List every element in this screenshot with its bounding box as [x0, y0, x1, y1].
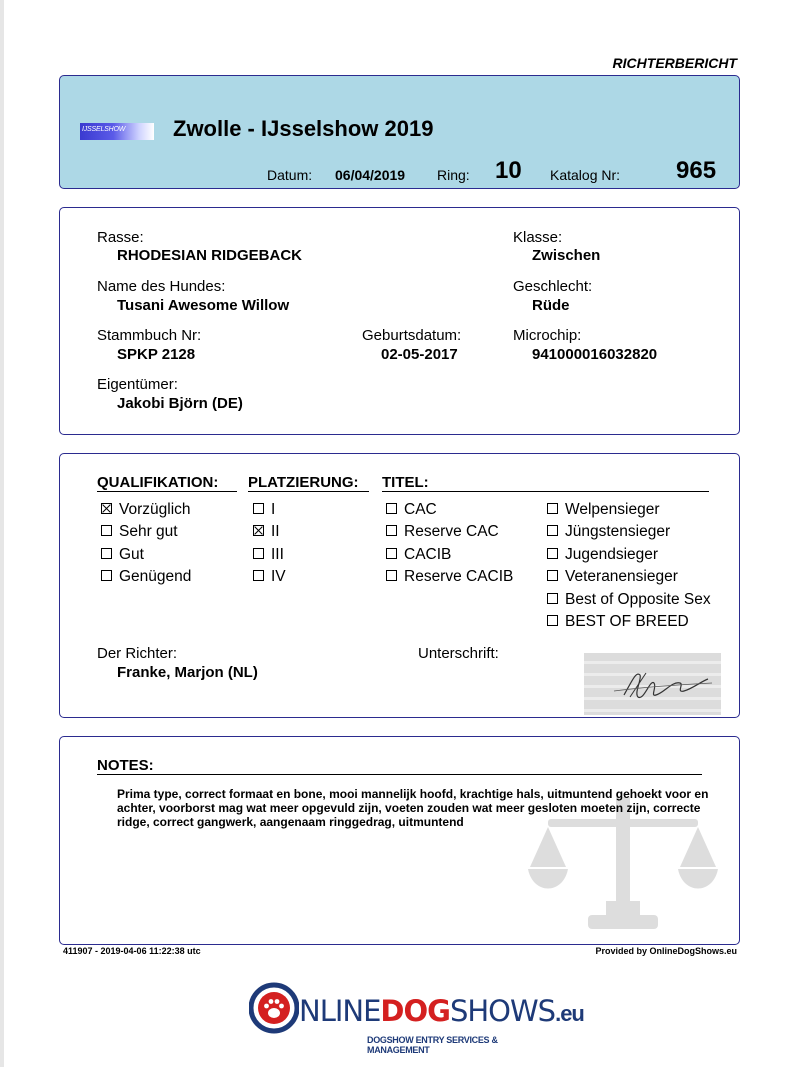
notes-section	[59, 736, 740, 945]
brand-word-2: DOG	[380, 994, 450, 1028]
brand-logo	[249, 978, 584, 1055]
footer-provider: Provided by OnlineDogShows.eu	[595, 946, 737, 956]
notes-text: Prima type, correct formaat en bone, mooi mannelijk hoofd, krachtige hals, uitmuntend gehoekt voor en achter, voorborst mag wat meer opgevuld zijn, voeten zouden wat meer gesloten moeten zijn, correcte ridge, correct gangwerk, aangenaam ringgedrag, uitmuntend	[117, 787, 709, 829]
ring-label: Ring:	[437, 167, 470, 183]
checkbox-icon	[547, 570, 558, 581]
show-header	[59, 75, 740, 189]
title-option[interactable]: BEST OF BREED	[547, 613, 689, 631]
title-header: TITEL:	[382, 474, 429, 491]
checkbox-icon	[253, 548, 264, 559]
qualification-option[interactable]: Sehr gut	[101, 523, 178, 541]
checkbox-icon	[547, 593, 558, 604]
title-option[interactable]: Reserve CACIB	[386, 568, 513, 586]
footer-timestamp: 411907 - 2019-04-06 11:22:38 utc	[63, 946, 201, 956]
placement-option[interactable]: I	[253, 501, 275, 519]
title-option[interactable]: Best of Opposite Sex	[547, 591, 711, 609]
qualification-option[interactable]: Vorzüglich	[101, 501, 191, 519]
title-option[interactable]: CACIB	[386, 546, 451, 564]
checkbox-icon	[547, 615, 558, 626]
birth-date-label: Geburtsdatum:	[362, 327, 462, 344]
placement-option[interactable]: IV	[253, 568, 286, 586]
qualification-option[interactable]: Genügend	[101, 568, 191, 586]
owner-label: Eigentümer:	[97, 376, 178, 393]
judge-label: Der Richter:	[97, 645, 178, 662]
notes-header: NOTES:	[97, 757, 154, 774]
notes-rule	[97, 774, 702, 775]
class-value: Zwischen	[532, 247, 601, 264]
checkbox-icon	[253, 570, 264, 581]
qualification-option[interactable]: Gut	[101, 546, 144, 564]
checkbox-icon	[547, 548, 558, 559]
breed-value: RHODESIAN RIDGEBACK	[117, 247, 303, 264]
studbook-label: Stammbuch Nr:	[97, 327, 202, 344]
dog-name-label: Name des Hundes:	[97, 278, 226, 295]
date-label: Datum:	[267, 167, 313, 183]
catalog-label: Katalog Nr:	[550, 167, 621, 183]
document-type: RICHTERBERICHT	[612, 55, 737, 71]
brand-tld: .eu	[555, 1001, 584, 1026]
title-rule	[382, 491, 709, 492]
placement-rule	[248, 491, 369, 492]
checkbox-icon	[547, 503, 558, 514]
title-option[interactable]: Reserve CAC	[386, 523, 499, 541]
catalog-number: 965	[676, 157, 717, 184]
class-label: Klasse:	[513, 229, 563, 246]
checkbox-icon	[101, 570, 112, 581]
dog-name-value: Tusani Awesome Willow	[117, 297, 290, 314]
brand-tagline: DOGSHOW ENTRY SERVICES & MANAGEMENT	[367, 1035, 498, 1055]
judge-value: Franke, Marjon (NL)	[117, 664, 258, 681]
brand-wordmark	[299, 994, 584, 1029]
placement-option[interactable]: II	[253, 523, 280, 541]
microchip-label: Microchip:	[513, 327, 582, 344]
show-title: Zwolle - IJsselshow 2019	[173, 116, 434, 141]
signature-image	[584, 653, 721, 715]
signature-scribble-icon	[584, 653, 721, 715]
checkbox-icon	[386, 548, 397, 559]
owner-value: Jakobi Björn (DE)	[117, 395, 243, 412]
qualification-rule	[97, 491, 237, 492]
dog-info	[59, 207, 740, 435]
brand-word-1: NLINE	[299, 994, 381, 1028]
ring-number: 10	[495, 157, 522, 184]
show-logo-text: IJSSELSHOW	[82, 126, 126, 133]
microchip-value: 941000016032820	[532, 346, 658, 363]
checkbox-icon	[101, 548, 112, 559]
checkbox-icon	[386, 570, 397, 581]
checkbox-icon	[386, 503, 397, 514]
title-option[interactable]: Welpensieger	[547, 501, 660, 519]
checkbox-icon	[101, 525, 112, 536]
sex-label: Geschlecht:	[513, 278, 593, 295]
results-section	[59, 453, 740, 718]
title-option[interactable]: Jüngstensieger	[547, 523, 670, 541]
show-logo	[80, 123, 154, 140]
checkbox-checked-icon	[253, 525, 264, 536]
show-date: 06/04/2019	[335, 167, 406, 183]
studbook-value: SPKP 2128	[117, 346, 196, 363]
checkbox-icon	[253, 503, 264, 514]
birth-date-value: 02-05-2017	[381, 346, 458, 363]
sex-value: Rüde	[532, 297, 570, 314]
placement-option[interactable]: III	[253, 546, 284, 564]
brand-word-3: SHOWS	[449, 994, 556, 1028]
checkbox-icon	[547, 525, 558, 536]
placement-header: PLATZIERUNG:	[248, 474, 359, 491]
checkbox-checked-icon	[101, 503, 112, 514]
checkbox-icon	[386, 525, 397, 536]
title-option[interactable]: Veteranensieger	[547, 568, 678, 586]
breed-label: Rasse:	[97, 229, 144, 246]
page-left-edge	[0, 0, 4, 1067]
title-option[interactable]: Jugendsieger	[547, 546, 658, 564]
qualification-header: QUALIFIKATION:	[97, 474, 219, 491]
signature-label: Unterschrift:	[418, 645, 499, 662]
title-option[interactable]: CAC	[386, 501, 437, 519]
paw-circle-icon	[249, 980, 299, 1036]
